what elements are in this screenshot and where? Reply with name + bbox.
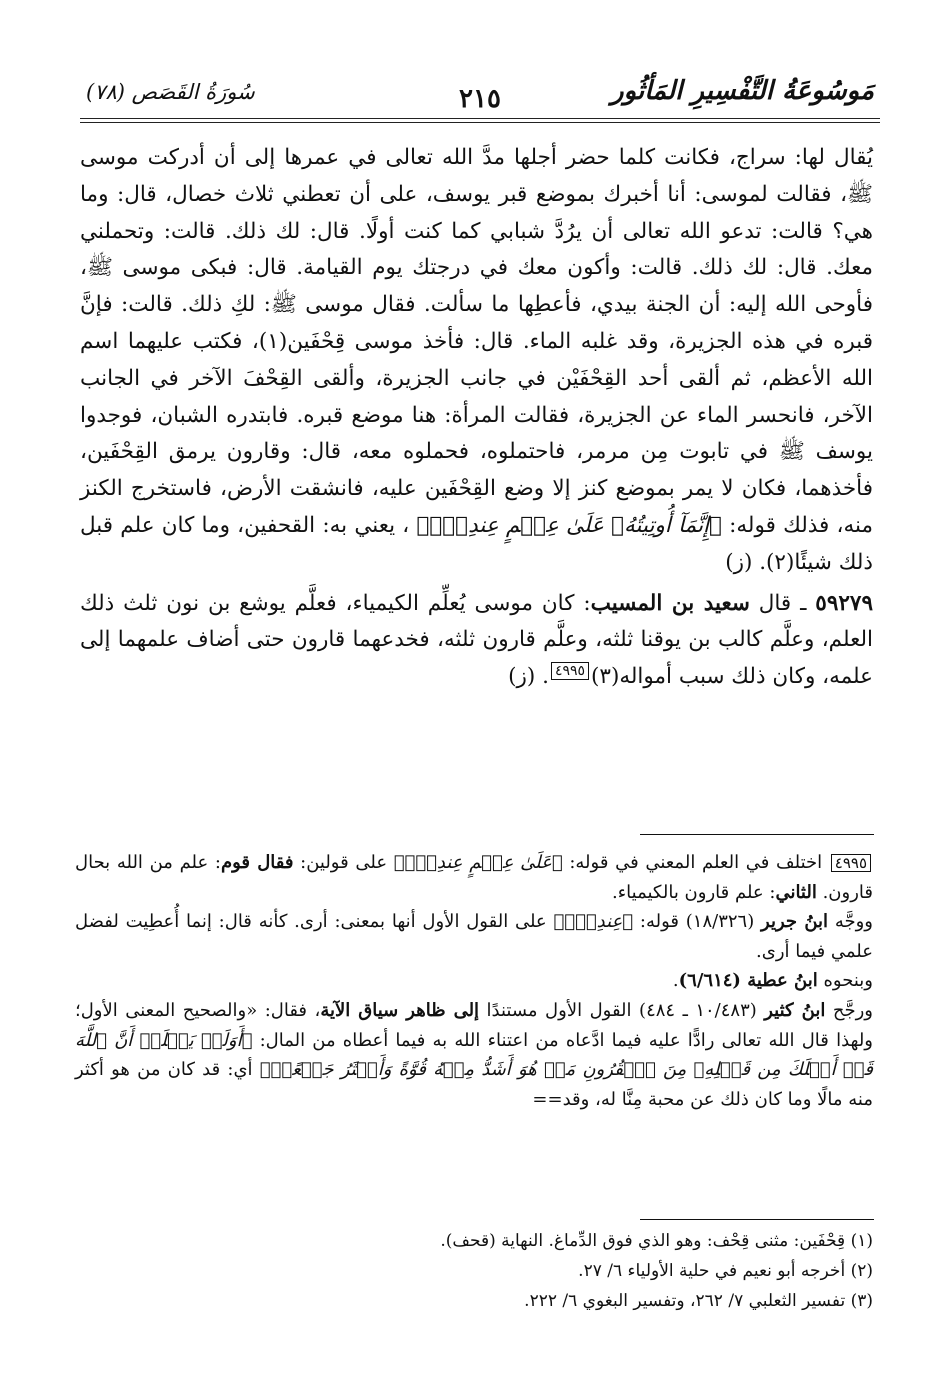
commentary-para-2: [75, 907, 873, 966]
paragraph-narration: [80, 586, 873, 696]
quran-verse: ﴿إِنَّمَآ أُوتِيتُهُۥ عَلَىٰ عِلۡمٍ عِندِيٓۚ﴾: [416, 512, 722, 538]
quran-verse: ﴿عِندِيٓۚ﴾: [553, 911, 634, 933]
commentary-text: : علم قارون بالكيمياء.: [611, 881, 776, 903]
commentary-block: [75, 848, 873, 1114]
scholar-name: ابنُ عطية (٦/٦١٤): [678, 970, 818, 992]
footnote-3: (٣) تفسير الثعلبي ٧/ ٢٦٢، وتفسير البغوي ٦/ ٢٢٢.: [524, 1291, 873, 1311]
footnotes: [80, 1226, 873, 1316]
commentary-text: على قولين:: [293, 852, 394, 873]
scholar-name: ابنُ كثير: [764, 999, 826, 1021]
narrator-name: سعيد بن المسيب: [590, 590, 750, 616]
commentary-ref-box: ٤٩٩٥: [551, 662, 589, 680]
paragraph-story: [80, 140, 873, 582]
commentary-text: (١٨/٣٢٦) قوله:: [633, 911, 762, 933]
quran-verse: ﴿أَوَلَمۡ يَعۡلَمۡ أَنَّ ٱللَّهَ قَدۡ أَهۡلَكَ مِن قَبۡلِهِۦ مِنَ ٱلۡقُرُونِ مَنۡ هُوَ أَشَدُّ مِنۡهُ قُوَّةً وَأَكۡثَرُ جَمۡعًاۚ﴾: [75, 1029, 873, 1081]
commentary-para-3: [75, 966, 873, 996]
narration-number: ٥٩٢٧٩: [815, 590, 874, 616]
commentary-separator: [640, 834, 874, 835]
page-number: ٢١٥: [459, 84, 501, 114]
commentary-text: (١٠/٤٨٣ ـ ٤٨٤) القول الأول مستندًا: [479, 999, 765, 1021]
surah-label: سُورَةُ القَصَص (٧٨): [86, 80, 255, 104]
narration-intro: ـ قال: [749, 590, 816, 616]
commentary-text: ، فقال: «والصحيح المعنى الأول؛ ولهذا قال الله تعالى رادًّا عليه فيما ادَّعاه من اعتناء الله به فيما أعطاه من المال:: [75, 999, 873, 1051]
narration-text: : كان موسى يُعلِّم الكيمياء، فعلَّم يوشع بن نون ثلث ذلك العلم، وعلَّم كالب بن يوقنا ثلثه، وعلَّم قارون ثلثه، فخدعهما قارون حتى أضاف علمهما إلى علمه، وكان ذلك سبب أمواله(٣): [80, 590, 873, 690]
story-tail: ، يعني به: القحفين، وما كان علم قبل ذلك شيئًا(٢). (ز): [80, 512, 873, 575]
commentary-emphasis: فقال قوم: [220, 852, 294, 873]
commentary-text: ووجَّه: [828, 911, 874, 933]
footnote-1: (١) قِحْفَين: مثنى قِحْف: وهو الذي فوق الدِّماغ. النهاية (قحف).: [440, 1231, 873, 1251]
commentary-text: اختلف في العلم المعني في قوله:: [562, 852, 829, 873]
commentary-text: أي: قد كان من هو أكثر منه مالًا وما كان ذلك عن محبة مِنَّا له، وقد==: [75, 1059, 873, 1110]
commentary-text: : علم من الله بحال قارون.: [75, 852, 873, 903]
header-rule: [80, 118, 880, 119]
commentary-emphasis: الثاني: [775, 881, 817, 903]
commentary-para-4: [75, 996, 873, 1114]
commentary-para-1: [75, 848, 873, 907]
story-text: يُقال لها: سراج، فكانت كلما حضر أجلها مدَّ الله تعالى في عمرها إلى أن أدركت موسى ﷺ، فقالت لموسى: أنا أخبرك بموضع قبر يوسف، على أن تعطني ثلاث خصال، قال: وما هي؟ قالت: تدعو الله تعالى أن يرُدَّ شبابي كما كنت أولًا. قال: لك ذلك. قالت: وتحملني معك. قال: لك ذلك. قالت: وأكون معك في درجتك يوم القيامة. قال: فبكى موسى ﷺ، فأوحى الله إليه: أن الجنة بيدي، فأعطِها ما سألت. فقال موسى ﷺ: لكِ ذلك. قالت: فإنَّ قبره في هذه الجزيرة، وقد غلبه الماء. قال: فأخذ موسى قِحْفَين(١)، فكتب عليهما اسم الله الأعظم، ثم ألقى أحد القِحْفَيْن في جانب الجزيرة، وألقى القِحْفَ الآخر في الجانب الآخر، فانحسر الماء عن الجزيرة، فقالت المرأة: هنا موضع قبره. فابتدره الشبان، فوجدوا يوسف ﷺ في تابوت مِن مرمر، فاحتملوه، فحملوه معه، قال: وقارون يرمق القِحْفَين، فأخذهما، فكان لا يمر بموضع كنز إلا وضع القِحْفَين عليه، فانشقت الأرض، فاستخرج الكنز منه، فذلك قوله:: [80, 145, 874, 538]
footnote-2: (٢) أخرجه أبو نعيم في حلية الأولياء ٦/ ٢٧.: [578, 1261, 873, 1281]
narration-tail: . (ز): [508, 664, 549, 690]
book-title: مَوسُوعَةُ التَّفْسِيرِ المَأثُور: [611, 76, 874, 106]
commentary-text: ورجَّح: [825, 999, 873, 1021]
quran-verse: ﴿عَلَىٰ عِلۡمٍ عِندِيٓۚ﴾: [393, 852, 563, 873]
commentary-ref-box: ٤٩٩٥: [831, 854, 871, 872]
commentary-text: على القول الأول أنها بمعنى: أرى. كأنه قال: إنما أُعطِيت لفضل علمي فيما أرى.: [75, 911, 873, 962]
main-text: [80, 140, 873, 696]
footnote-separator: [640, 1219, 874, 1220]
commentary-emphasis: إلى ظاهر سياق الآية: [320, 999, 480, 1021]
scholar-name: ابنُ جرير: [761, 911, 829, 933]
commentary-text: .: [672, 970, 679, 992]
commentary-text: وبنحوه: [817, 970, 873, 992]
page-header: [80, 74, 880, 124]
